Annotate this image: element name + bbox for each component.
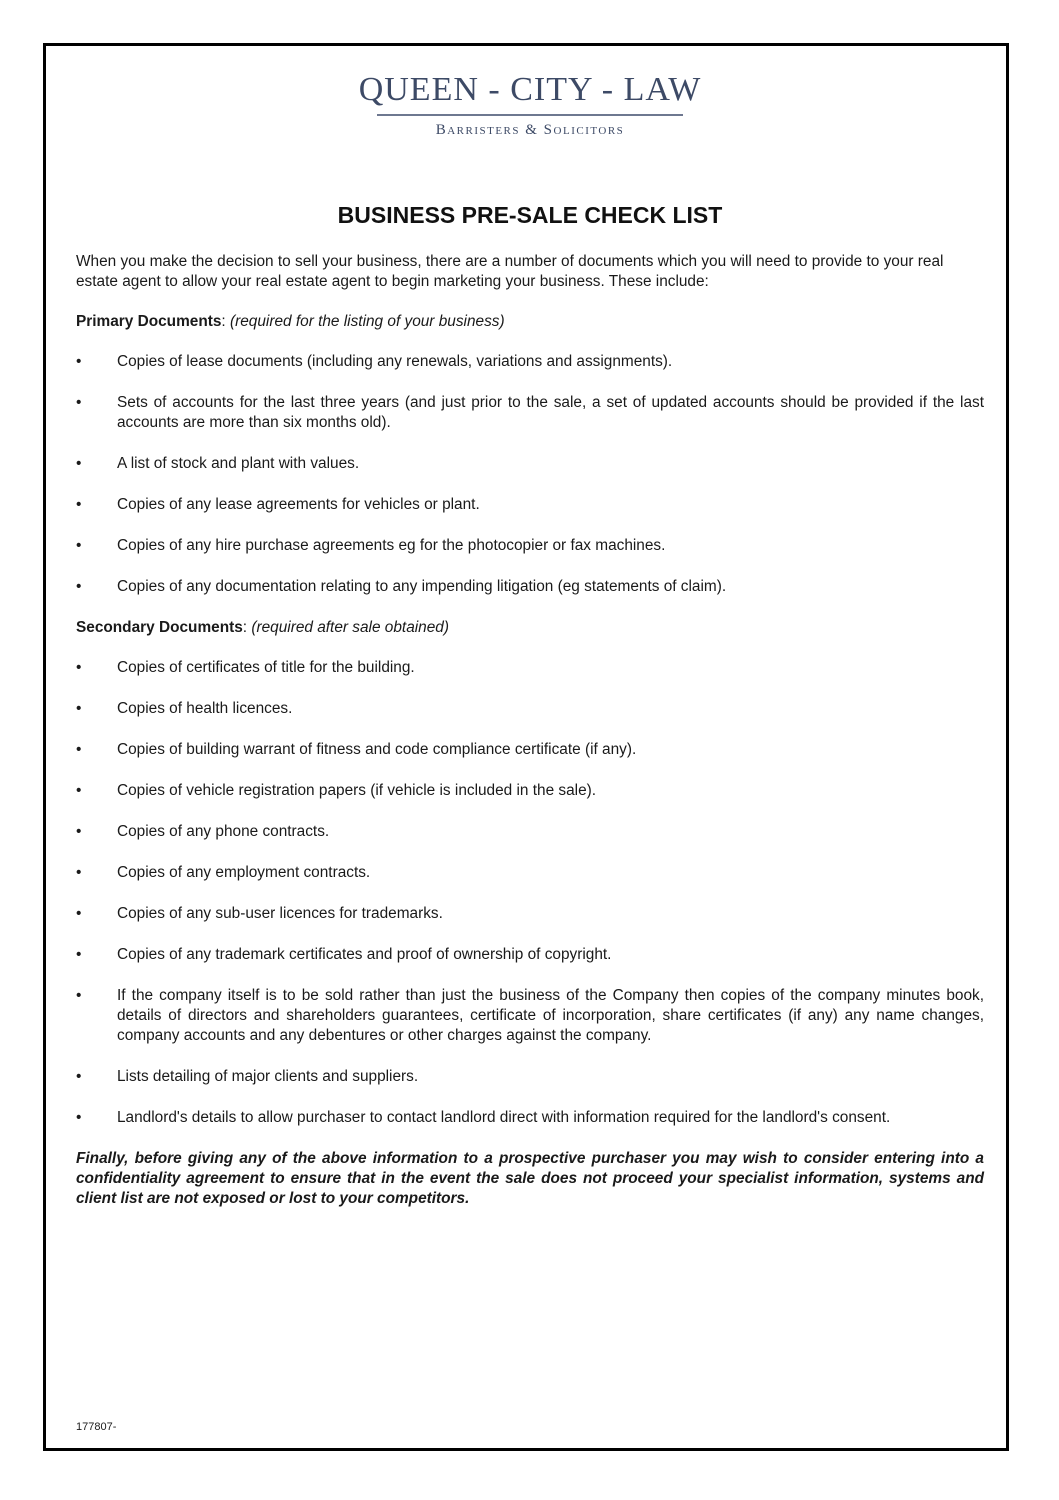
list-item <box>76 495 984 515</box>
list-item-text: Copies of any documentation relating to any impending litigation (eg statements of claim). <box>117 578 727 595</box>
list-item <box>76 454 984 474</box>
list-item-text: Copies of any employment contracts. <box>117 864 371 881</box>
list-item-text: If the company itself is to be sold rather than just the business of the Company then copies of the company minutes book, details of directors and shareholders guarantees, certificate of incorporation, share certificates (if any) any name changes, company accounts and any debentures or other charges against the company. <box>117 987 984 1044</box>
bullet-icon: • <box>76 659 82 676</box>
list-item <box>76 863 984 883</box>
secondary-documents-heading: Secondary Documents: (required after sale obtained) <box>76 619 449 636</box>
list-item-text: Copies of any sub-user licences for trademarks. <box>117 905 443 922</box>
list-item-text: Copies of certificates of title for the building. <box>117 659 415 676</box>
list-item <box>76 393 984 433</box>
list-item-text: Copies of building warrant of fitness and code compliance certificate (if any). <box>117 741 637 758</box>
firm-name: QUEEN - CITY - LAW <box>358 71 702 108</box>
list-item-text: A list of stock and plant with values. <box>117 455 360 472</box>
firm-logo <box>330 70 730 139</box>
list-item <box>76 986 984 1046</box>
document-body <box>76 252 984 1209</box>
list-item <box>76 577 984 597</box>
list-item <box>76 904 984 924</box>
primary-documents-heading: Primary Documents: (required for the listing of your business) <box>76 313 505 330</box>
bullet-icon: • <box>76 394 82 411</box>
bullet-icon: • <box>76 987 82 1004</box>
bullet-icon: • <box>76 1068 82 1085</box>
list-item <box>76 822 984 842</box>
list-item <box>76 1108 984 1128</box>
primary-documents-list <box>76 352 984 597</box>
primary-documents-label: Primary Documents <box>76 313 222 330</box>
bullet-icon: • <box>76 700 82 717</box>
list-item-text: Copies of any trademark certificates and proof of ownership of copyright. <box>117 946 612 963</box>
bullet-icon: • <box>76 823 82 840</box>
document-reference: 177807- <box>76 1421 117 1433</box>
logo-divider <box>377 114 683 116</box>
bullet-icon: • <box>76 1109 82 1126</box>
list-item <box>76 1067 984 1087</box>
primary-documents-note: (required for the listing of your business) <box>229 313 505 330</box>
document-title: BUSINESS PRE-SALE CHECK LIST <box>337 202 723 228</box>
bullet-icon: • <box>76 455 82 472</box>
bullet-icon: • <box>76 782 82 799</box>
list-item-text: Copies of any lease agreements for vehicles or plant. <box>117 496 480 513</box>
list-item-text: Copies of lease documents (including any renewals, variations and assignments). <box>117 353 673 370</box>
bullet-icon: • <box>76 496 82 513</box>
list-item <box>76 658 984 678</box>
list-item <box>76 536 984 556</box>
bullet-icon: • <box>76 864 82 881</box>
bullet-icon: • <box>76 537 82 554</box>
list-item <box>76 945 984 965</box>
bullet-icon: • <box>76 741 82 758</box>
firm-subtitle: Barristers & Solicitors <box>435 122 625 138</box>
list-item-text: Copies of health licences. <box>117 700 293 717</box>
secondary-documents-list <box>76 658 984 1128</box>
list-item <box>76 781 984 801</box>
list-item <box>76 699 984 719</box>
list-item <box>76 352 984 372</box>
bullet-icon: • <box>76 353 82 370</box>
list-item <box>76 740 984 760</box>
list-item-text: Landlord's details to allow purchaser to contact landlord direct with information required for the landlord's consent. <box>117 1109 891 1126</box>
bullet-icon: • <box>76 905 82 922</box>
list-item-text: Sets of accounts for the last three years (and just prior to the sale, a set of updated accounts should be provided if the last accounts are more than six months old). <box>117 394 984 431</box>
intro-paragraph: When you make the decision to sell your business, there are a number of documents which you will need to provide to your real estate agent to allow your real estate agent to begin marketing your business. These include: <box>76 253 944 290</box>
secondary-documents-label: Secondary Documents <box>76 619 243 636</box>
bullet-icon: • <box>76 578 82 595</box>
list-item-text: Copies of any phone contracts. <box>117 823 330 840</box>
list-item-text: Copies of any hire purchase agreements eg for the photocopier or fax machines. <box>117 537 666 554</box>
closing-paragraph: Finally, before giving any of the above information to a prospective purchaser you may wish to consider entering into a confidentiality agreement to ensure that in the event the sale does not proceed your specialist information, systems and client list are not exposed or lost to your competitors. <box>76 1150 984 1207</box>
list-item-text: Copies of vehicle registration papers (if vehicle is included in the sale). <box>117 782 597 799</box>
list-item-text: Lists detailing of major clients and suppliers. <box>117 1068 419 1085</box>
secondary-documents-note: (required after sale obtained) <box>251 619 449 636</box>
bullet-icon: • <box>76 946 82 963</box>
